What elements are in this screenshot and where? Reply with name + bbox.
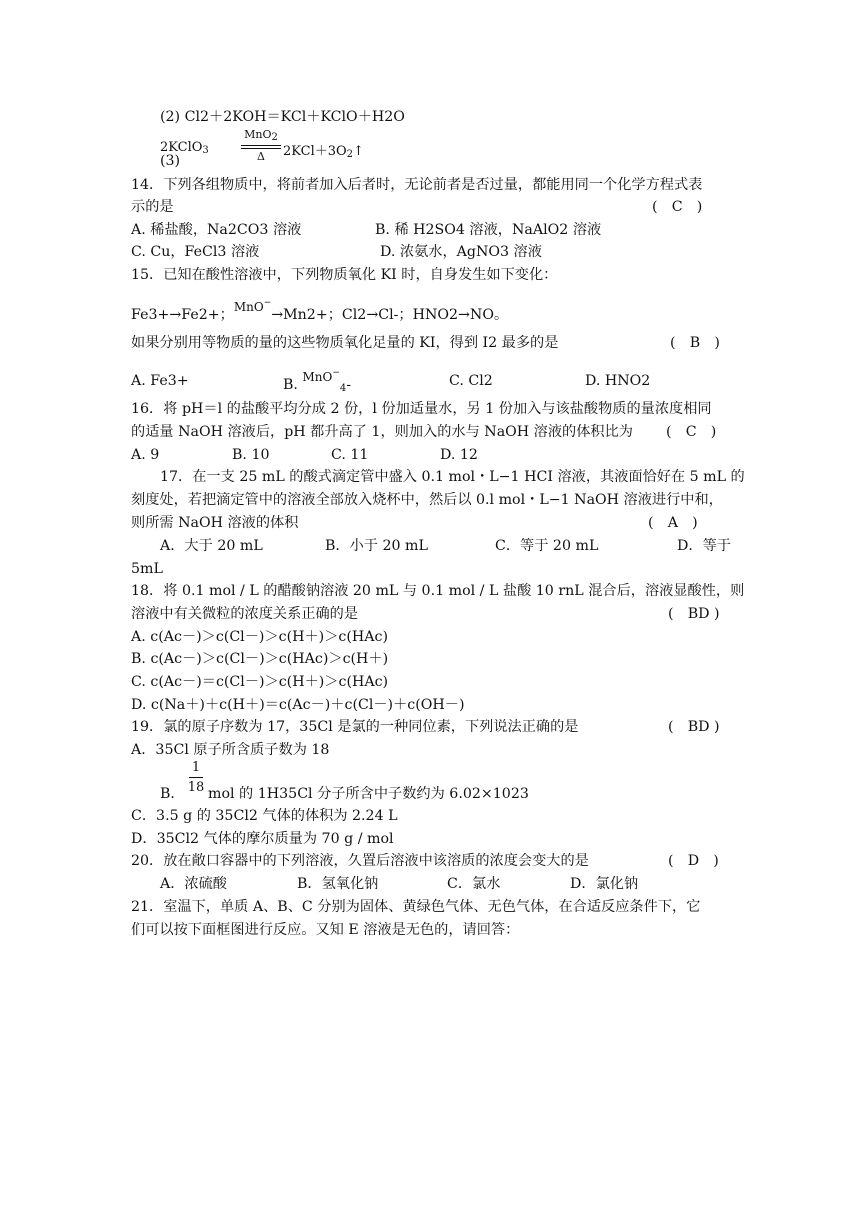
q16-option-c: C. 11 [331, 447, 369, 463]
q15-permanganate: MnO− [233, 298, 272, 314]
q14-option-d: D. 浓氨水，AgNO3 溶液 [380, 244, 542, 260]
q20-option-b: B．氢氧化钠 [297, 876, 379, 892]
q17-stem-line1: 17．在一支 25 mL 的酸式滴定管中盛入 0.1 mol・L−1 HCI 溶液，其液面恰好在 5 mL 的 [160, 469, 745, 485]
q15-option-a: A. Fe3+ [131, 373, 189, 389]
equation-3-catalyst: MnO2 [244, 128, 278, 143]
q19-option-b: mol 的 1H35Cl 分子所含中子数约为 6.02×1023 [208, 786, 529, 802]
q20-answer: ( D ) [668, 853, 719, 869]
gas-arrow-icon: ↑ [353, 144, 364, 159]
q19-option-b-label: B． [160, 786, 185, 802]
q19-fraction-numerator: 1 [191, 760, 201, 775]
q18-stem-line2: 溶液中有关微粒的浓度关系正确的是 [131, 606, 359, 622]
q17-option-c: C．等于 20 mL [495, 538, 599, 554]
q20-option-c: C．氯水 [447, 876, 501, 892]
q16-option-a: A. 9 [131, 447, 160, 463]
q17-stem-line2: 刻度处，若把滴定管中的溶液全部放入烧杯中，然后以 0.l mol・L−1 NaOH 溶液进行中和， [131, 492, 723, 508]
q15-option-d: D. HNO2 [585, 373, 651, 389]
equation-3-heat: Δ [257, 150, 265, 163]
q18-stem-line1: 18．将 0.1 mol / L 的醋酸钠溶液 20 mL 与 0.1 mol / L 盐酸 10 rnL 混合后，溶液显酸性，则 [131, 583, 745, 599]
q16-stem-line1: 16．将 pH＝l 的盐酸平均分成 2 份，l 份加适量水，另 1 份加入与该盐酸物质的量浓度相同 [131, 401, 712, 417]
q18-answer: ( BD ) [668, 606, 720, 622]
q19-fraction [185, 760, 207, 795]
q17-option-a: A．大于 20 mL [160, 538, 263, 554]
equation-3-label: (3) [160, 153, 181, 169]
q14-option-c: C. Cu，FeCl3 溶液 [131, 244, 260, 260]
q20-option-a: A．浓硫酸 [160, 876, 227, 892]
q16-option-d: D. 12 [440, 447, 478, 463]
q17-option-d-continued: 5mL [131, 561, 163, 577]
q15-stem-line3: 如果分别用等物质的量的这些物质氧化足量的 KI，得到 I2 最多的是 [131, 335, 559, 351]
q18-option-d: D. c(Na＋)＋c(H＋)＝c(Ac－)＋c(Cl－)＋c(OH－) [131, 697, 465, 713]
q15-stem-line1: 15．已知在酸性溶液中，下列物质氧化 KI 时，自身发生如下变化： [131, 267, 558, 283]
q15-option-b: B. $^{MnO^-}_4$- [283, 368, 352, 394]
q21-stem-line1: 21．室温下，单质 A、B、C 分别为固体、黄绿色气体、无色气体，在合适反应条件下，它 [131, 899, 701, 915]
q19-option-d: D．35Cl2 气体的摩尔质量为 70 g / mol [131, 831, 394, 847]
q14-stem-line2: 示的是 [131, 199, 174, 215]
q19-answer: ( BD ) [668, 719, 720, 735]
document-page: (2) Cl2＋2KOH＝KCl＋KClO＋H2O 2KClO$_3$ MnO2 Δ $2KCl+3O_2↑$ (3) 14．下列各组物质中，将前者加入后者时，无论前者是否过量，都能用同一个化学方程式表 示的是 ( C ) A. 稀盐酸，Na2CO3 溶液 B. 稀 H2SO4 溶液，NaAlO2 溶液 C. Cu，FeCl3 溶液 D. 浓氨水，AgNO3 溶液 15．已知在酸性溶液中，下列物质氧化 KI 时，自身发生如下变化： Fe3+→Fe2+；$^{MnO^-}$→Mn2+；Cl2→Cl-；HNO2→NO。 如果分别用等物质的量的这些物质氧化足量的 KI，得到 I2 最多的是 ( B ) A. Fe3+ B. $^{MnO^-}_4$- C. Cl2 D. HNO2 16．将 pH＝l 的盐酸平均分成 2 份，l 份加适量水，另 1 份加入与该盐酸物质的量浓度相同 的适量 NaOH 溶液后，pH 都升高了 1，则加入的水与 NaOH 溶液的体积比为 ( C ) A. 9 B. 10 C. 11 D. 12 17．在一支 25 mL 的酸式滴定管中盛入 0.1 mol・L−1 HCI 溶液，其液面恰好在 5 mL 的 刻度处，若把滴定管中的溶液全部放入烧杯中，然后以 0.l mol・L−1 NaOH 溶液进行中和， 则所需 NaOH 溶液的体积 ( A ) A．大于 20 mL B．小于 20 mL C．等于 20 mL D．等于 5mL 18．将 0.1 mol / L 的醋酸钠溶液 20 mL 与 0.1 mol / L 盐酸 10 rnL 混合后，溶液显酸性，则 溶液中有关微粒的浓度关系正确的是 ( BD ) A. c(Ac－)＞c(Cl－)＞c(H＋)＞c(HAc) B. c(Ac－)＞c(Cl－)＞c(HAc)＞c(H＋) C. c(Ac－)＝c(Cl－)＞c(H＋)＞c(HAc) D. c(Na＋)＋c(H＋)＝c(Ac－)＋c(Cl－)＋c(OH－) 19．氯的原子序数为 17，35Cl 是氯的一种同位素，下列说法正确的是 ( BD ) A．35Cl 原子所含质子数为 18 1 18 B． mol 的 1H35Cl 分子所含中子数约为 6.02×1023 C．3.5 g 的 35Cl2 气体的体积为 2.24 L D．35Cl2 气体的摩尔质量为 70 g / mol 20．放在敞口容器中的下列溶液，久置后溶液中该溶质的浓度会变大的是 ( D ) A．浓硫酸 B．氢氧化钠 C．氯水 D．氯化钠 21．室温下，单质 A、B、C 分别为固体、黄绿色气体、无色气体，在合适反应条件下，它 们可以按下面框图进行反应。又知 E 溶液是无色的，请回答： [131, 109, 745, 938]
q20-stem-line1: 20．放在敞口容器中的下列溶液，久置后溶液中该溶质的浓度会变大的是 [131, 853, 589, 869]
q20-option-d: D．氯化钠 [570, 876, 639, 892]
q18-option-b: B. c(Ac－)＞c(Cl－)＞c(HAc)＞c(H＋) [131, 651, 389, 667]
equation-3-equal-bar-bottom [241, 148, 281, 149]
q18-option-c: C. c(Ac－)＝c(Cl－)＞c(H＋)＞c(HAc) [131, 674, 389, 690]
q15-change-chain: Fe3+→Fe2+；$^{MnO^-}$→Mn2+；Cl2→Cl-；HNO2→NO。 [131, 298, 509, 323]
equation-3-lhs: 2KClO [160, 140, 203, 155]
q19-option-a: A．35Cl 原子所含质子数为 18 [131, 742, 330, 758]
q15-answer: ( B ) [670, 335, 720, 351]
q19-option-c: C．3.5 g 的 35Cl2 气体的体积为 2.24 L [131, 808, 398, 824]
q16-answer: ( C ) [666, 424, 717, 440]
q17-option-d: D．等于 [677, 538, 731, 554]
q15-option-c: C. Cl2 [449, 373, 493, 389]
q14-answer: ( C ) [652, 199, 703, 215]
equation-3-rhs: 2KCl＋3O [283, 144, 347, 159]
q18-option-a: A. c(Ac－)＞c(Cl－)＞c(H＋)＞c(HAc) [131, 629, 388, 645]
q17-stem-line3: 则所需 NaOH 溶液的体积 [131, 515, 299, 531]
q16-option-b: B. 10 [232, 447, 270, 463]
q14-option-a: A. 稀盐酸，Na2CO3 溶液 [131, 222, 302, 238]
q14-option-b: B. 稀 H2SO4 溶液，NaAlO2 溶液 [375, 222, 602, 238]
q14-stem-line1: 14．下列各组物质中，将前者加入后者时，无论前者是否过量，都能用同一个化学方程式表 [131, 177, 703, 193]
equation-3-equal-bar-top [241, 145, 281, 146]
q19-stem-line1: 19．氯的原子序数为 17，35Cl 是氯的一种同位素，下列说法正确的是 [131, 719, 579, 735]
q21-stem-line2: 们可以按下面框图进行反应。又知 E 溶液是无色的，请回答： [131, 922, 520, 938]
equation-2: (2) Cl2＋2KOH＝KCl＋KClO＋H2O [160, 109, 405, 125]
q19-fraction-denominator: 18 [187, 780, 205, 795]
q17-answer: ( A ) [648, 515, 698, 531]
q16-stem-line2: 的适量 NaOH 溶液后，pH 都升高了 1，则加入的水与 NaOH 溶液的体积比为 [131, 424, 633, 440]
q17-option-b: B．小于 20 mL [325, 538, 428, 554]
